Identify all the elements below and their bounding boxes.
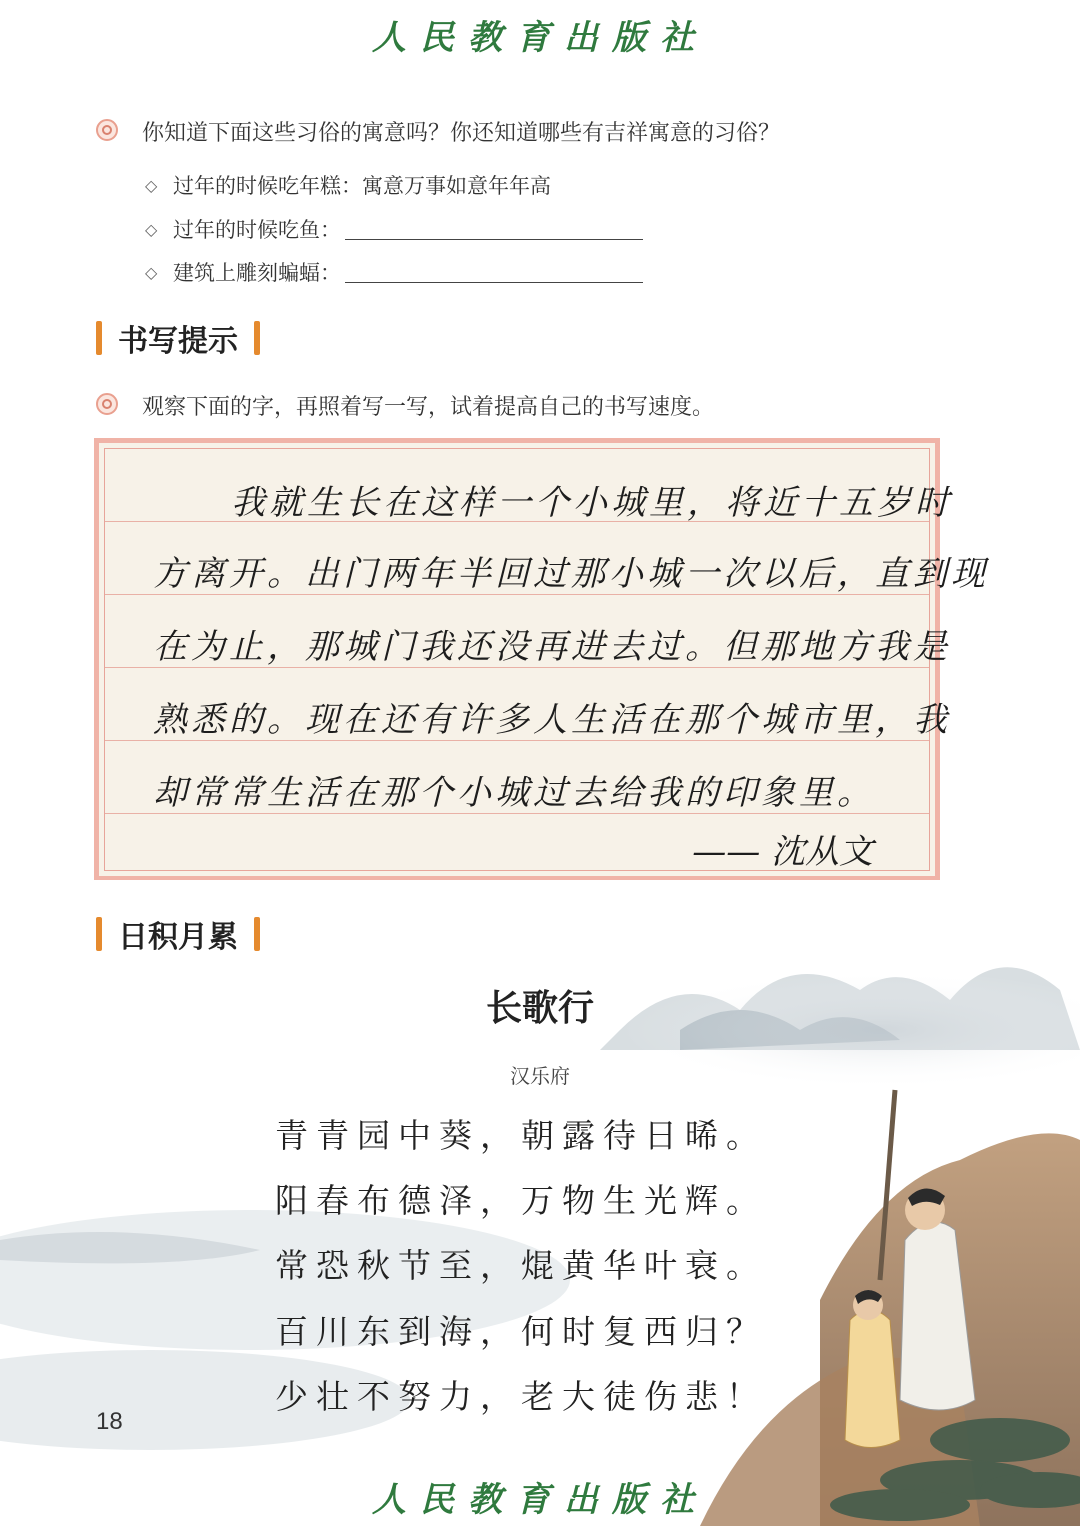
page-number: 18	[96, 1408, 123, 1435]
answer-blank-line[interactable]	[345, 219, 643, 240]
custom-label: 过年的时候吃鱼：	[173, 218, 341, 242]
section-bar-right	[254, 321, 260, 355]
section-heading-accumulation	[96, 916, 260, 955]
handwriting-line: 我就生长在这样一个小城里，将近十五岁时	[231, 483, 953, 523]
custom-item	[145, 257, 643, 287]
diamond-bullet-icon: ◇	[145, 175, 158, 195]
question-bullet-icon	[96, 119, 118, 141]
custom-item	[145, 214, 643, 244]
handwriting-sample-box	[94, 438, 989, 881]
poem-title: 长歌行	[485, 988, 594, 1029]
custom-label: 建筑上雕刻蝙蝠：	[173, 261, 341, 285]
poem-line: 青青园中葵，朝露待日晞。	[275, 1116, 767, 1155]
ruled-paper	[104, 448, 989, 872]
handwriting-line: 熟悉的。现在还有许多人生活在那个城市里，我	[153, 700, 951, 740]
writing-instruction: 观察下面的字，再照着写一写，试着提高自己的书写速度。	[142, 395, 715, 420]
custom-answer: 寓意万事如意年年高	[362, 174, 551, 198]
section-bar-left	[96, 321, 102, 355]
publisher-watermark-bottom: 人民教育出版社	[372, 1480, 708, 1520]
custom-item	[145, 170, 551, 200]
poem-line: 常恐秋节至，焜黄华叶衰。	[275, 1246, 767, 1285]
poem-line: 阳春布德泽，万物生光辉。	[275, 1181, 767, 1220]
handwriting-line: 方离开。出门两年半回过那小城一次以后，直到现	[153, 554, 989, 594]
poem-source: 汉乐府	[510, 1064, 570, 1088]
diamond-bullet-icon: ◇	[145, 219, 158, 239]
instruction-bullet-icon	[96, 393, 118, 415]
section-title: 书写提示	[118, 324, 238, 359]
handwriting-line: 在为止，那城门我还没再进去过。但那地方我是	[153, 627, 951, 667]
custom-label: 过年的时候吃年糕：	[173, 174, 362, 198]
answer-blank-line[interactable]	[345, 262, 643, 283]
section-bar-right	[254, 917, 260, 951]
handwriting-line: 却常常生活在那个小城过去给我的印象里。	[153, 773, 875, 813]
diamond-bullet-icon: ◇	[145, 262, 158, 282]
section-bar-left	[96, 917, 102, 951]
section-title: 日积月累	[118, 920, 238, 955]
handwriting-author: —— 沈从文	[692, 832, 873, 872]
section-heading-writing	[96, 320, 260, 359]
publisher-watermark-top: 人民教育出版社	[372, 18, 708, 58]
poem-line: 少壮不努力，老大徒伤悲！	[275, 1377, 767, 1416]
poem-line: 百川东到海，何时复西归？	[275, 1312, 767, 1351]
question-text: 你知道下面这些习俗的寓意吗？你还知道哪些有吉祥寓意的习俗？	[142, 121, 781, 146]
